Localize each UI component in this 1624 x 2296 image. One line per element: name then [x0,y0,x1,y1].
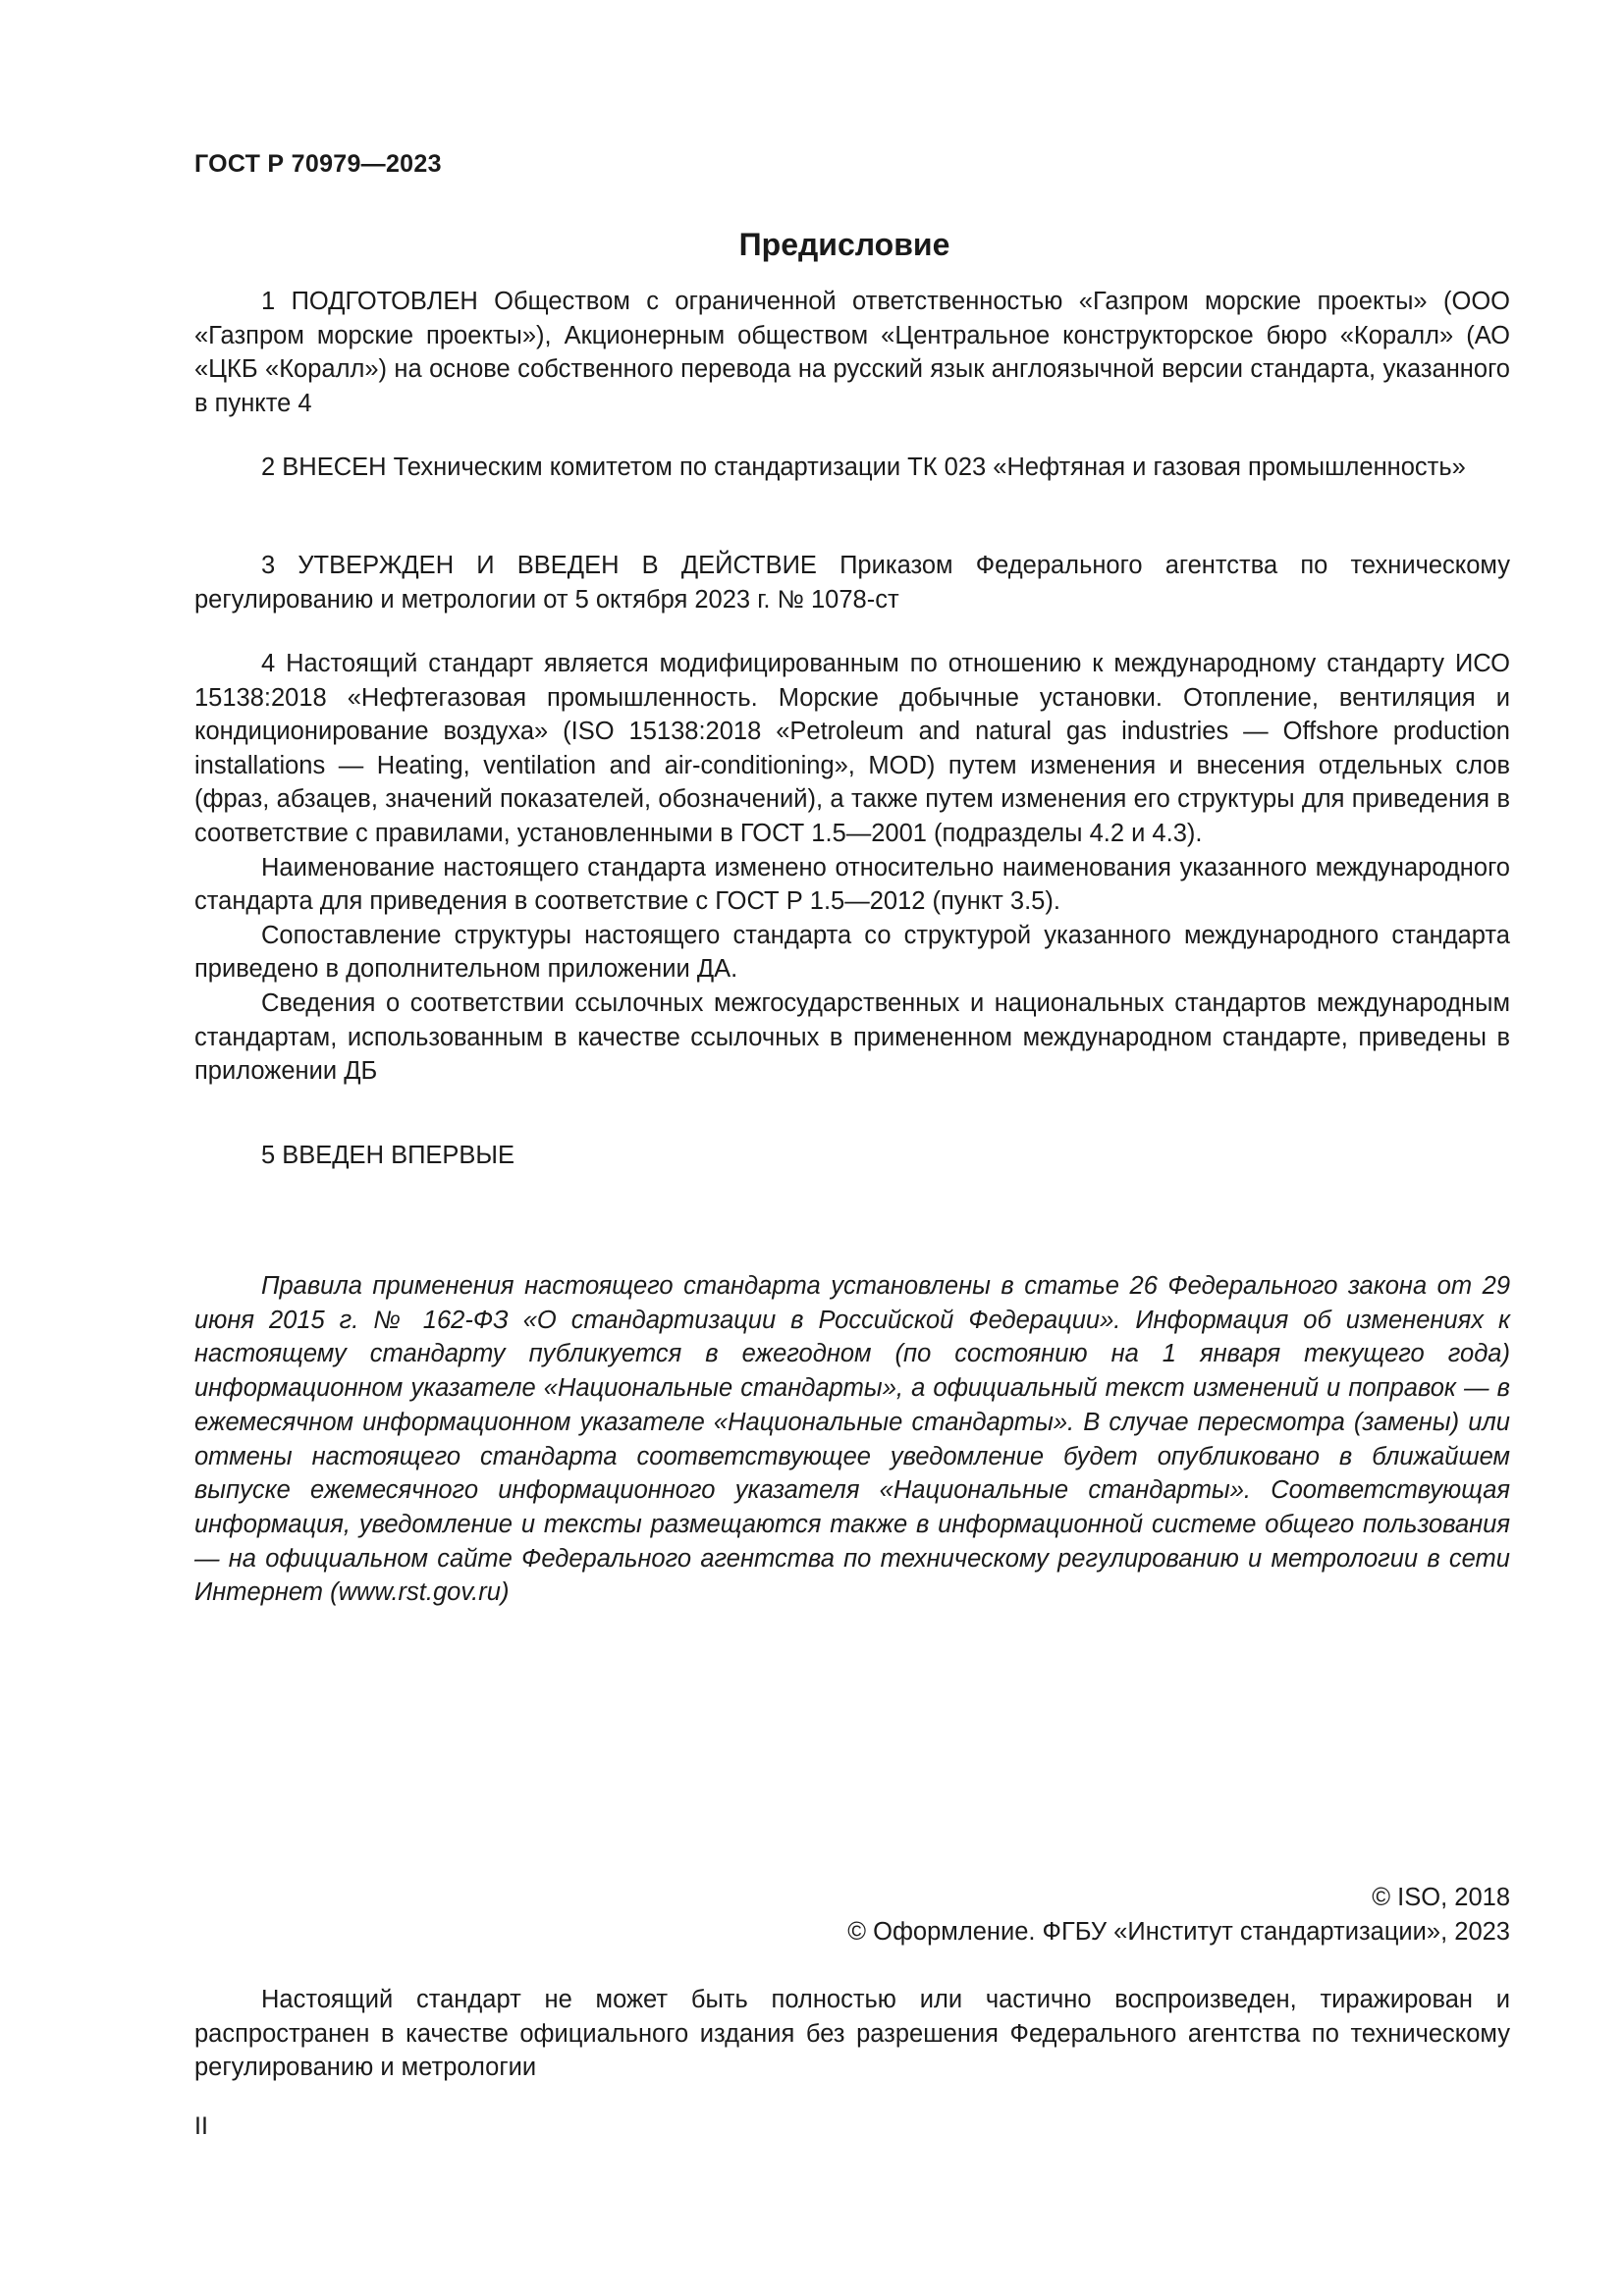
reproduction-notice [194,1983,1510,2085]
foreword-item-4-paragraph-4: Сведения о соответствии ссылочных межгосударственных и национальных стандартов международным стандартам, использованным в качестве ссылочных в примененном международном стандарте, приведены в приложении ДБ [194,988,1510,1086]
foreword-item-2 [194,451,1510,485]
foreword-item-4-paragraph-2: Наименование настоящего стандарта изменено относительно наименования указанного международного стандарта для приведения в соответствие с ГОСТ Р 1.5—2012 (пункт 3.5). [194,853,1510,916]
standard-code: ГОСТ Р 70979—2023 [194,150,442,178]
rules-notice [194,1269,1510,1610]
page-number: II [194,2112,208,2140]
reproduction-notice-text: Настоящий стандарт не может быть полностью или частично воспроизведен, тиражирован и распространен в качестве официального издания без разрешения Федерального агентства по техническому регулированию и метрологии [194,1986,1510,2082]
foreword-item-1-text: 1 ПОДГОТОВЛЕН Обществом с ограниченной ответственностью «Газпром морские проекты» (ООО «Газпром морские проекты»), Акционерным обществом «Центральное конструкторское бюро «Коралл» (АО «ЦКБ «Коралл») на основе собственного перевода на русский язык англоязычной версии стандарта, указанного в пункте 4 [194,288,1510,417]
foreword-item-3-text: 3 УТВЕРЖДЕН И ВВЕДЕН В ДЕЙСТВИЕ Приказом Федерального агентства по техническому регулированию и метрологии от 5 октября 2023 г. № 1078-ст [194,552,1510,614]
foreword-item-4 [194,647,1510,1089]
foreword-item-3 [194,549,1510,616]
foreword-item-5 [194,1139,1510,1173]
rules-notice-text: Правила применения настоящего стандарта установлены в статье 26 Федерального закона от 29 июня 2015 г. № 162-ФЗ «О стандартизации в Российской Федерации». Информация об изменениях к настоящему стандарту публикуется в ежегодном (по состоянию на 1 января текущего года) информационном указателе «Национальные стандарты», а официальный текст изменений и поправок — в ежемесячном информационном указателе «Национальные стандарты». В случае пересмотра (замены) или отмены настоящего стандарта соответствующее уведомление будет опубликовано в ближайшем выпуске ежемесячного информационного указателя «Национальные стандарты». Соответствующая информация, уведомление и тексты размещаются также в информационной системе общего пользования — на официальном сайте Федерального агентства по техническому регулированию и метрологии в сети Интернет (www.rst.gov.ru) [194,1272,1510,1607]
copyright-block [847,1881,1510,1949]
foreword-item-5-text: 5 ВВЕДЕН ВПЕРВЫЕ [261,1142,515,1169]
copyright-iso: © ISO, 2018 [1372,1884,1510,1911]
section-title: Предисловие [738,227,950,262]
foreword-item-4-paragraph-1: 4 Настоящий стандарт является модифицированным по отношению к международному стандарту ИСО 15138:2018 «Нефтегазовая промышленность. Морские добычные установки. Отопление, вентиляция и кондиционирование воздуха» (ISO 15138:2018 «Petroleum and natural gas industries — Offshore production installations — Heating, ventilation and air-conditioning», MOD) путем изменения и внесения отдельных слов (фраз, абзацев, значений показателей, обозначений), а также путем изменения его структуры для приведения в соответствие с правилами, установленными в ГОСТ 1.5—2001 (подразделы 4.2 и 4.3). [194,650,1510,847]
foreword-item-4-paragraph-3: Сопоставление структуры настоящего стандарта со структурой указанного международного стандарта приведено в дополнительном приложении ДА. [194,921,1510,984]
foreword-item-1 [194,285,1510,420]
foreword-item-2-text: 2 ВНЕСЕН Техническим комитетом по стандартизации ТК 023 «Нефтяная и газовая промышленность» [261,454,1466,481]
copyright-design: © Оформление. ФГБУ «Институт стандартизации», 2023 [847,1917,1510,1946]
